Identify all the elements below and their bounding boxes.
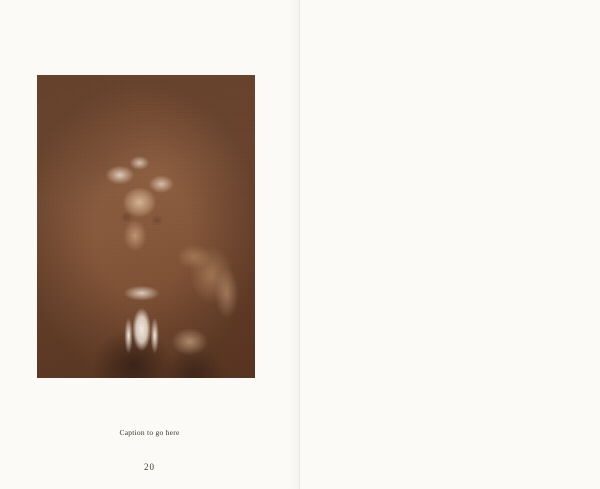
photo-grain-overlay [37, 75, 255, 378]
photograph-plate [37, 75, 255, 378]
left-page [0, 0, 299, 489]
folio-left: 20 [144, 462, 155, 472]
figure-caption: Caption to go here [119, 428, 180, 437]
right-page [300, 0, 600, 489]
gutter-shadow-left [288, 0, 299, 489]
